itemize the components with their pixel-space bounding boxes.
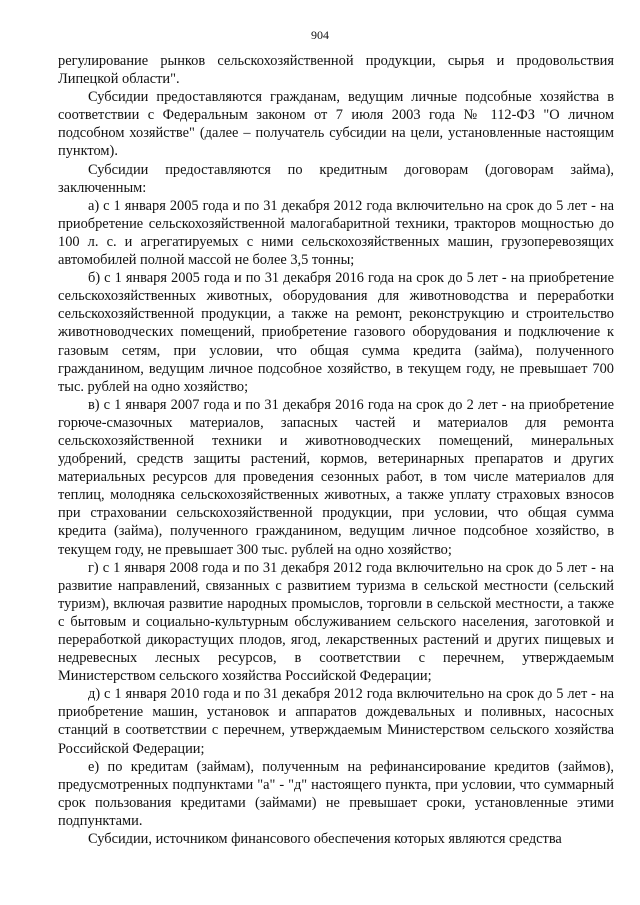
paragraph-funding-source: Субсидии, источником финансового обеспечения которых являются средства bbox=[88, 831, 562, 848]
list-item-b: б) с 1 января 2005 года и по 31 декабря 2016 года на срок до 5 лет - на приобретение сельскохозяйственных животных, оборудования для животноводства и переработки сельскохозяйственной продукции, а также на ремонт, реконструкцию и строительство животноводческих помещений, приобретение газового оборудования и подключение к газовым сетям, при условии, что общая сумма кредита (займа), полученного гражданином, ведущим личное подсобное хозяйство, в текущем году, не превышает 700 тыс. рублей на одно хозяйство; bbox=[58, 270, 614, 395]
list-item-g: г) с 1 января 2008 года и по 31 декабря 2012 года включительно на срок до 5 лет - на развитие направлений, связанных с развитием туризма в сельской местности (сельский туризм), включая развитие народных промыслов, торговли в сельской местности, а также с бытовым и социально-культурным обслуживанием сельского населения, заготовкой и переработкой дикорастущих плодов, ягод, лекарственных растений и других пищевых и недревесных лесных ресурсов, в соответствии с перечнем, утверждаемым Министерством сельского хозяйства Российской Федерации; bbox=[58, 559, 614, 685]
document-body bbox=[58, 52, 614, 848]
paragraph-continuation: регулирование рынков сельскохозяйственной продукции, сырья и продовольствия Липецкой области". bbox=[58, 53, 614, 88]
list-item-a: а) с 1 января 2005 года и по 31 декабря 2012 года включительно на срок до 5 лет - на приобретение сельскохозяйственной малогабаритной техники, тракторов мощностью до 100 л. с. и агрегатируемых с ними сельскохозяйственных машин, грузоперевозящих автомобилей полной массой не более 3,5 тонны; bbox=[58, 197, 614, 269]
list-item-v: в) с 1 января 2007 года и по 31 декабря 2016 года на срок до 2 лет - на приобретение горюче-смазочных материалов, запасных частей и материалов для ремонта сельскохозяйственной техники и животноводческих помещений, минеральных удобрений, средств защиты растений, кормов, ветеринарных препаратов и других материальных ресурсов для проведения сезонных работ, в том числе материалов для теплиц, молодняка сельскохозяйственных животных, а также уплату страховых взносов при страховании сельскохозяйственной продукции, при условии, что общая сумма кредита (займа), полученного гражданином, ведущим личное подсобное хозяйство, в текущем году, не превышает 300 тыс. рублей на одно хозяйство; bbox=[58, 396, 614, 558]
list-item-e: е) по кредитам (займам), полученным на рефинансирование кредитов (займов), предусмотренных подпунктами "а" - "д" настоящего пункта, при условии, что суммарный срок пользования кредитами (займами) не превышает сроки, установленные этими подпунктами. bbox=[58, 758, 614, 829]
paragraph-subsidy-recipients: Субсидии предоставляются гражданам, ведущим личные подсобные хозяйства в соответствии с Федеральным законом от 7 июля 2003 года № 112-ФЗ "О личном подсобном хозяйстве" (далее – получатель субсидии на цели, установленные настоящим пунктом). bbox=[58, 89, 614, 160]
paragraph-credit-agreements: Субсидии предоставляются по кредитным договорам (договорам займа), заключенным: bbox=[58, 161, 614, 196]
list-item-d: д) с 1 января 2010 года и по 31 декабря 2012 года включительно на срок до 5 лет - на приобретение машин, установок и аппаратов дождевальных и поливных, насосных станций в соответствии с перечнем, утверждаемым Министерством сельского хозяйства Российской Федерации; bbox=[58, 686, 614, 757]
page-number: 904 bbox=[311, 28, 329, 42]
